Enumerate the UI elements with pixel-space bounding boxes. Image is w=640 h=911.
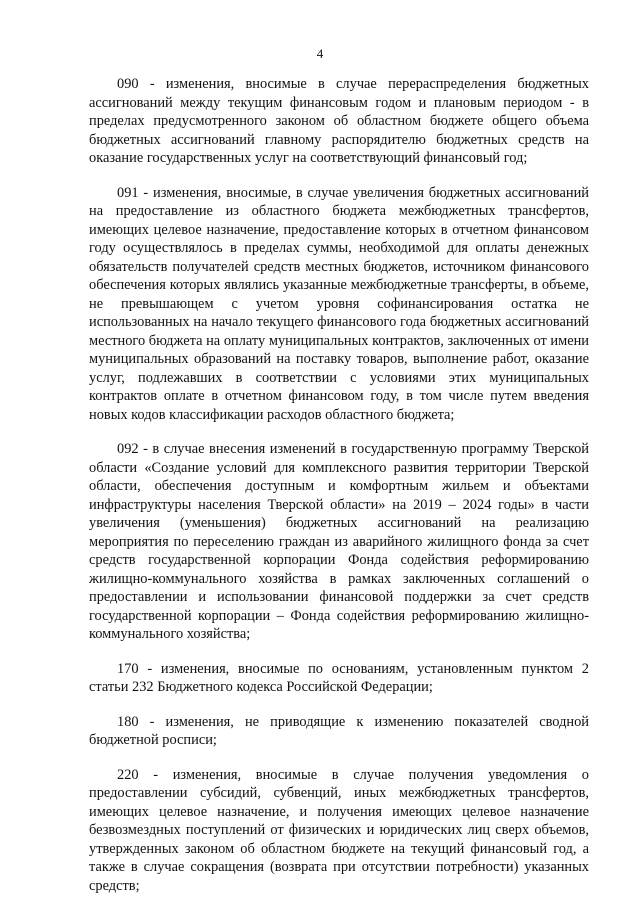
paragraph-091: 091 - изменения, вносимые, в случае увеличения бюджетных ассигнований на предоставление из областного бюджета межбюджетных трансфертов, имеющих целевое назначение, предоставление которых в отчетном финансовом году осуществлялось в пределах суммы, необходимой для оплаты денежных обязательств получателей средств местных бюджетов, источником финансового обеспечения которых являлись указанные межбюджетные трансферты, в объеме, не превышающем с учетом уровня софинансирования остатка не использованных на начало текущего финансового года бюджетных ассигнований местного бюджета на оплату муниципальных контрактов, заключенных от имени муниципальных образований на поставку товаров, выполнение работ, оказание услуг, подлежавших в соответствии с условиями этих муниципальных контрактов оплате в отчетном финансовом году, в том числе путем введения новых кодов классификации расходов областного бюджета; <box>89 184 589 423</box>
paragraph-092: 092 - в случае внесения изменений в государственную программу Тверской области «Создание условий для комплексного развития территории Тверской области, обеспечения доступным и комфортным жильем и объектами инфраструктуры населения Тверской области» на 2019 – 2024 годы» в части увеличения (уменьшения) бюджетных ассигнований на реализацию мероприятия по переселению граждан из аварийного жилищного фонда за счет средств государственной корпорации Фонда содействия реформированию жилищно-коммунального хозяйства в рамках заключенных соглашений о предоставлении и использовании финансовой поддержки за счет средств государственной корпорации – Фонда содействия реформированию жилищно-коммунального хозяйства; <box>89 441 589 642</box>
page-number: 4 <box>316 46 324 61</box>
document-body <box>89 75 589 911</box>
paragraph-170: 170 - изменения, вносимые по основаниям, установленным пунктом 2 статьи 232 Бюджетного кодекса Российской Федерации; <box>89 660 589 695</box>
paragraph-090: 090 - изменения, вносимые в случае перераспределения бюджетных ассигнований между текущим финансовым годом и плановым периодом - в пределах предусмотренного законом об областном бюджете общего объема бюджетных ассигнований главному распорядителю бюджетных средств на оказание государственных услуг на соответствующий финансовый год; <box>89 76 589 166</box>
paragraph-180: 180 - изменения, не приводящие к изменению показателей сводной бюджетной росписи; <box>89 713 589 748</box>
paragraph-220: 220 - изменения, вносимые в случае получения уведомления о предоставлении субсидий, субвенций, иных межбюджетных трансфертов, имеющих целевое назначение, и получения имеющих целевое назначение безвозмездных поступлений от физических и юридических лиц сверх объемов, утвержденных законом об областном бюджете на текущий финансовый год, а также в случае сокращения (возврата при отсутствии потребности) указанных средств; <box>89 766 589 894</box>
